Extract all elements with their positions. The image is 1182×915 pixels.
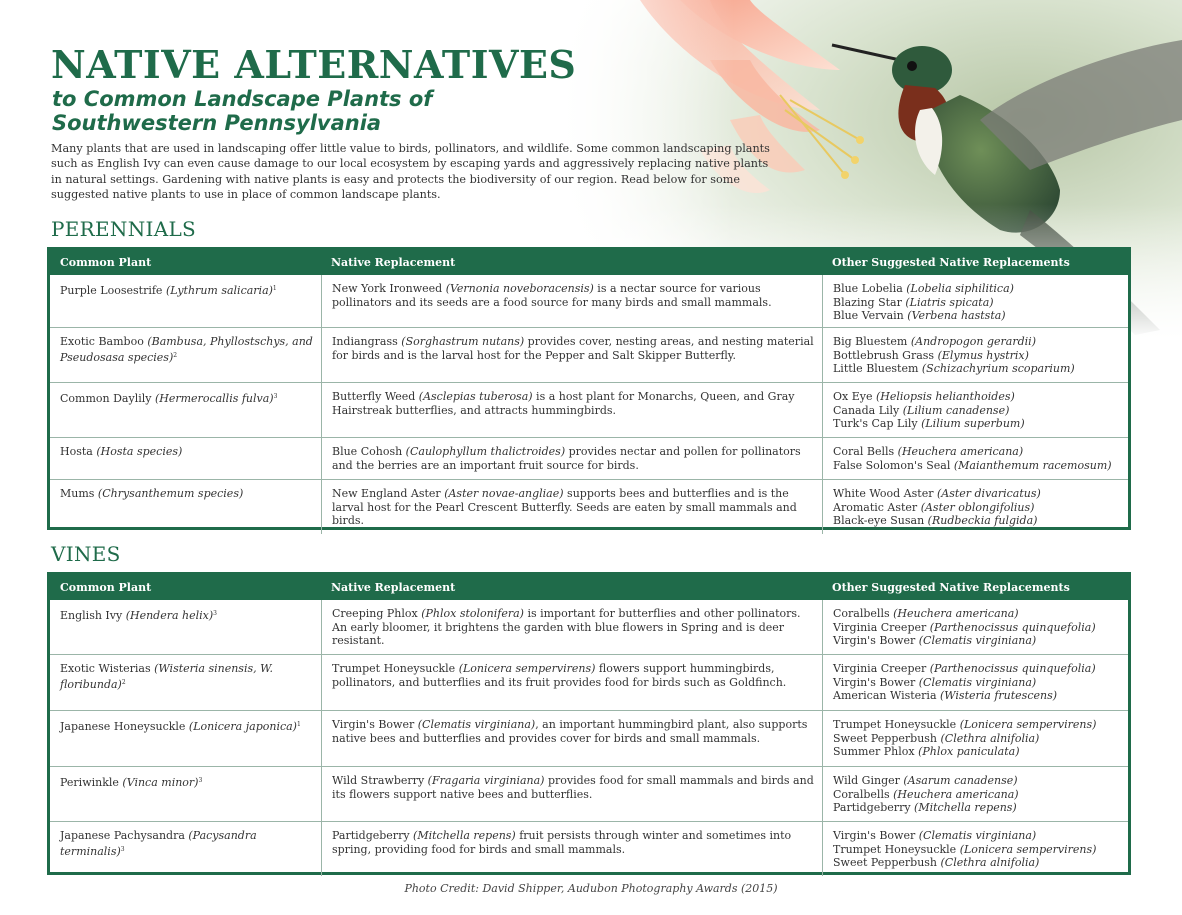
cell-native-replacement [321, 480, 822, 534]
cell-common-plant [50, 438, 321, 479]
scientific-name: (Heliopsis helianthoides) [875, 390, 1015, 403]
scientific-name: (Aster divaricatus) [936, 487, 1041, 500]
cell-native-replacement [321, 275, 822, 327]
plant-text: English Ivy [60, 609, 126, 622]
plant-text: Wild Ginger [833, 774, 904, 787]
cell-common-plant [50, 480, 321, 534]
suggested-plant [833, 282, 1120, 296]
plant-text: Aromatic Aster [833, 500, 921, 514]
column-header-other: Other Suggested Native Replacements [832, 256, 1070, 269]
suggested-plant [833, 788, 1120, 802]
column-header-common: Common Plant [60, 581, 152, 594]
plant-text: Periwinkle [60, 776, 123, 789]
cell-other-replacements [822, 480, 1128, 534]
table-row [50, 275, 1128, 327]
plant-text: Virginia Creeper [833, 620, 930, 634]
plant-text: Trumpet Honeysuckle [332, 662, 459, 675]
suggested-plant [833, 801, 1120, 815]
scientific-name: (Clematis virginiana) [417, 718, 536, 731]
vines-heading: VINES [51, 542, 121, 566]
plant-text: Virgin's Bower [332, 718, 418, 731]
suggested-plant [833, 404, 1120, 418]
table-row [50, 479, 1128, 534]
cell-common-plant [50, 655, 321, 710]
scientific-name: (Hermerocallis fulva) [154, 392, 274, 405]
scientific-name: (Liatris spicata) [905, 295, 994, 309]
suggested-plant [833, 689, 1120, 703]
scientific-name: (Lonicera japonica) [188, 720, 297, 733]
plant-text: White Wood Aster [833, 487, 937, 500]
vines-table [47, 572, 1131, 875]
suggested-plant [833, 417, 1120, 431]
page-title: NATIVE ALTERNATIVES [51, 42, 577, 87]
suggested-plant [833, 732, 1120, 746]
cell-common-plant [50, 600, 321, 654]
footnote-marker: 1 [272, 285, 277, 292]
scientific-name: (Hosta species) [96, 445, 183, 458]
suggested-plant [833, 362, 1120, 376]
plant-text: Japanese Honeysuckle [60, 720, 189, 733]
footnote-marker: 2 [121, 678, 126, 686]
plant-text: Little Bluestem [833, 362, 922, 375]
scientific-name: (Mitchella repens) [914, 801, 1017, 814]
suggested-plant [833, 349, 1120, 363]
suggested-plant [833, 309, 1120, 323]
footnote-marker: 2 [173, 351, 178, 359]
plant-text: flowers support hummingbirds, pollinators, and butterflies and its fruit provides food for birds such as Goldfinch. [332, 662, 787, 689]
page-subtitle [52, 87, 572, 135]
plant-text: is a nectar source for various pollinators and its seeds are a food source for many birds and small mammals. [332, 282, 772, 309]
cell-other-replacements [822, 655, 1128, 710]
plant-text: Hosta [60, 445, 97, 458]
photo-credit: Photo Credit: David Shipper, Audubon Photography Awards (2015) [404, 882, 778, 895]
plant-text: is important for butterflies and other pollinators. An early bloomer, it brightens the garden with blue flowers in Spring and is deer resistant. [332, 607, 801, 647]
scientific-name: (Caulophyllum thalictroides) [405, 445, 566, 458]
suggested-plant [833, 501, 1120, 515]
table-row [50, 437, 1128, 479]
plant-text: New England Aster [332, 487, 445, 500]
scientific-name: (Wisteria sinensis, W. floribunda) [60, 662, 273, 691]
scientific-name: (Pacysandra terminalis) [60, 829, 257, 858]
scientific-name: (Asclepias tuberosa) [418, 390, 533, 403]
cell-other-replacements [822, 822, 1128, 876]
scientific-name: (Lonicera sempervirens) [959, 718, 1097, 731]
plant-text: Creeping Phlox [332, 607, 422, 620]
scientific-name: (Vernonia noveboracensis) [445, 282, 594, 295]
column-header-other: Other Suggested Native Replacements [832, 581, 1070, 594]
plant-text: Common Daylily [60, 392, 155, 405]
cell-common-plant [50, 383, 321, 437]
scientific-name: (Fragaria virginiana) [427, 774, 545, 787]
plant-text: New York Ironweed [332, 282, 446, 295]
scientific-name: (Heuchera americana) [893, 607, 1019, 620]
suggested-plant [833, 829, 1120, 843]
table-row [50, 654, 1128, 710]
plant-text: American Wisteria [833, 689, 940, 702]
scientific-name: (Hendera helix) [125, 609, 214, 622]
scientific-name: (Lobelia siphilitica) [906, 282, 1014, 295]
cell-native-replacement [321, 822, 822, 876]
scientific-name: (Clematis virginiana) [918, 829, 1037, 842]
scientific-name: (Phlox paniculata) [918, 745, 1020, 758]
plant-text: Virgin's Bower [833, 829, 919, 842]
plant-text: Coral Bells [833, 445, 898, 458]
suggested-plant [833, 514, 1120, 528]
suggested-plant [833, 662, 1120, 676]
plant-text: Black-eye Susan [833, 514, 928, 527]
scientific-name: (Maianthemum racemosum) [953, 458, 1112, 472]
scientific-name: (Wisteria frutescens) [940, 689, 1058, 702]
plant-text: Sweet Pepperbush [833, 731, 941, 745]
plant-text: Butterfly Weed [332, 390, 419, 403]
plant-text: Mums [60, 487, 98, 500]
cell-native-replacement [321, 711, 822, 766]
scientific-name: (Bambusa, Phyllostschys, and Pseudosasa species) [60, 335, 313, 364]
suggested-plant [833, 676, 1120, 690]
cell-common-plant [50, 711, 321, 766]
vines-rows [50, 600, 1128, 876]
cell-other-replacements [822, 328, 1128, 382]
plant-text: Purple Loosestrife [60, 284, 166, 297]
scientific-name: (Aster novae-angliae) [444, 487, 564, 500]
plant-text: Blue Lobelia [833, 282, 907, 295]
scientific-name: (Phlox stolonifera) [421, 607, 524, 620]
cell-other-replacements [822, 767, 1128, 821]
suggested-plant [833, 774, 1120, 788]
scientific-name: (Heuchera americana) [897, 445, 1024, 458]
plant-text: Blazing Star [833, 295, 906, 309]
plant-text: Ox Eye [833, 390, 876, 403]
scientific-name: (Parthenocissus quinquefolia) [929, 620, 1096, 634]
scientific-name: (Aster oblongifolius) [920, 500, 1035, 514]
cell-other-replacements [822, 383, 1128, 437]
footnote-marker: 3 [198, 777, 203, 784]
table-row [50, 382, 1128, 437]
table-header [50, 250, 1128, 275]
plant-text: Virginia Creeper [833, 662, 930, 675]
subtitle-line-1: to Common Landscape Plants of [52, 87, 433, 111]
scientific-name: (Schizachyrium scoparium) [921, 362, 1075, 375]
cell-other-replacements [822, 600, 1128, 654]
perennials-table [47, 247, 1131, 530]
cell-native-replacement [321, 383, 822, 437]
plant-text: provides nectar and pollen for pollinators and the berries are an important fruit source for birds. [332, 445, 801, 472]
perennials-rows [50, 275, 1128, 534]
suggested-plant [833, 718, 1120, 732]
scientific-name: (Clematis virginiana) [918, 634, 1037, 647]
plant-text: Wild Strawberry [332, 774, 428, 787]
table-row [50, 600, 1128, 654]
scientific-name: (Chrysanthemum species) [97, 487, 244, 500]
cell-other-replacements [822, 275, 1128, 327]
scientific-name: (Clethra alnifolia) [940, 856, 1040, 869]
scientific-name: (Clematis virginiana) [918, 675, 1037, 689]
suggested-plant [833, 607, 1120, 621]
plant-text: Trumpet Honeysuckle [833, 718, 960, 731]
column-header-common: Common Plant [60, 256, 152, 269]
scientific-name: (Vinca minor) [122, 776, 199, 789]
suggested-plant [833, 745, 1120, 759]
plant-text: Summer Phlox [833, 745, 919, 758]
plant-text: Japanese Pachysandra [60, 829, 189, 842]
plant-text: Big Bluestem [833, 335, 911, 348]
plant-text: Trumpet Honeysuckle [833, 842, 960, 856]
plant-text: Partidgeberry [833, 801, 915, 814]
scientific-name: (Lythrum salicaria) [165, 284, 273, 297]
suggested-plant [833, 459, 1120, 473]
plant-text: provides food for small mammals and birds and its flowers support native bees and butterflies. [332, 774, 814, 801]
footnote-marker: 1 [296, 721, 301, 728]
table-row [50, 710, 1128, 766]
plant-text: fruit persists through winter and sometimes into spring, providing food for birds and small mammals. [332, 829, 792, 856]
cell-common-plant [50, 328, 321, 382]
plant-text: Blue Vervain [833, 309, 908, 322]
suggested-plant [833, 445, 1120, 459]
suggested-plant [833, 621, 1120, 635]
column-header-native: Native Replacement [331, 256, 456, 269]
plant-text: Virgin's Bower [833, 634, 919, 647]
table-row [50, 821, 1128, 876]
plant-text: Bottlebrush Grass [833, 348, 938, 362]
plant-text: Exotic Wisterias [60, 662, 155, 675]
plant-text: , an important hummingbird plant, also supports native bees and butterflies and provides cover for birds and small mammals. [332, 718, 808, 745]
table-row [50, 327, 1128, 382]
scientific-name: (Clethra alnifolia) [940, 731, 1040, 745]
plant-text: provides cover, nesting areas, and nesting material for birds and is the larval host for the Pepper and Salt Skipper Butterfly. [332, 335, 814, 362]
scientific-name: (Sorghastrum nutans) [401, 335, 525, 348]
footnote-marker: 3 [213, 610, 217, 617]
scientific-name: (Heuchera americana) [893, 787, 1019, 801]
scientific-name: (Asarum canadense) [903, 774, 1018, 787]
cell-common-plant [50, 767, 321, 821]
scientific-name: (Elymus hystrix) [937, 348, 1029, 362]
intro-paragraph: Many plants that are used in landscaping offer little value to birds, pollinators, and wildlife. Some common landscaping plants such as English Ivy can even cause damage to our local ecosystem by escaping yards and aggressively replacing native plants in natural settings. Gardening with native plants is easy and protects the biodiversity of our region. Read below for some suggested native plants to use in place of common landscape plants. [51, 142, 770, 201]
plant-text: Indiangrass [332, 335, 402, 348]
plant-text: Coralbells [833, 787, 894, 801]
footnote-marker: 3 [120, 845, 125, 853]
cell-other-replacements [822, 438, 1128, 479]
plant-text: Partidgeberry [332, 829, 414, 842]
scientific-name: (Lonicera sempervirens) [458, 662, 596, 675]
suggested-plant [833, 296, 1120, 310]
plant-text: Canada Lily [833, 403, 903, 417]
plant-text: Coralbells [833, 607, 894, 620]
plant-text: Blue Cohosh [332, 445, 406, 458]
suggested-plant [833, 390, 1120, 404]
suggested-plant [833, 487, 1120, 501]
cell-native-replacement [321, 438, 822, 479]
table-header [50, 575, 1128, 600]
scientific-name: (Lonicera sempervirens) [959, 842, 1097, 856]
plant-text: is a host plant for Monarchs, Queen, and Gray Hairstreak butterflies, and attracts hummingbirds. [332, 390, 795, 417]
scientific-name: (Mitchella repens) [413, 829, 516, 842]
plant-text: Sweet Pepperbush [833, 856, 941, 869]
scientific-name: (Rudbeckia fulgida) [927, 514, 1038, 527]
scientific-name: (Verbena haststa) [907, 309, 1006, 322]
plant-text: Exotic Bamboo [60, 335, 148, 348]
cell-common-plant [50, 822, 321, 876]
cell-native-replacement [321, 655, 822, 710]
suggested-plant [833, 335, 1120, 349]
plant-text: False Solomon's Seal [833, 458, 954, 472]
cell-native-replacement [321, 600, 822, 654]
suggested-plant [833, 843, 1120, 857]
table-row [50, 766, 1128, 821]
cell-native-replacement [321, 328, 822, 382]
suggested-plant [833, 634, 1120, 648]
cell-common-plant [50, 275, 321, 327]
plant-text: Virgin's Bower [833, 675, 919, 689]
cell-other-replacements [822, 711, 1128, 766]
scientific-name: (Andropogon gerardii) [910, 335, 1036, 348]
scientific-name: (Lilium canadense) [902, 403, 1010, 417]
suggested-plant [833, 856, 1120, 870]
column-header-native: Native Replacement [331, 581, 456, 594]
plant-text: Turk's Cap Lily [833, 417, 922, 430]
scientific-name: (Lilium superbum) [921, 417, 1025, 430]
scientific-name: (Parthenocissus quinquefolia) [929, 662, 1096, 675]
footnote-marker: 3 [273, 393, 278, 400]
cell-native-replacement [321, 767, 822, 821]
subtitle-line-2: Southwestern Pennsylvania [52, 111, 382, 135]
plant-text: supports bees and butterflies and is the larval host for the Pearl Crescent Butterfly. Seeds are eaten by small mammals and birds. [332, 487, 797, 527]
perennials-heading: PERENNIALS [51, 217, 197, 241]
